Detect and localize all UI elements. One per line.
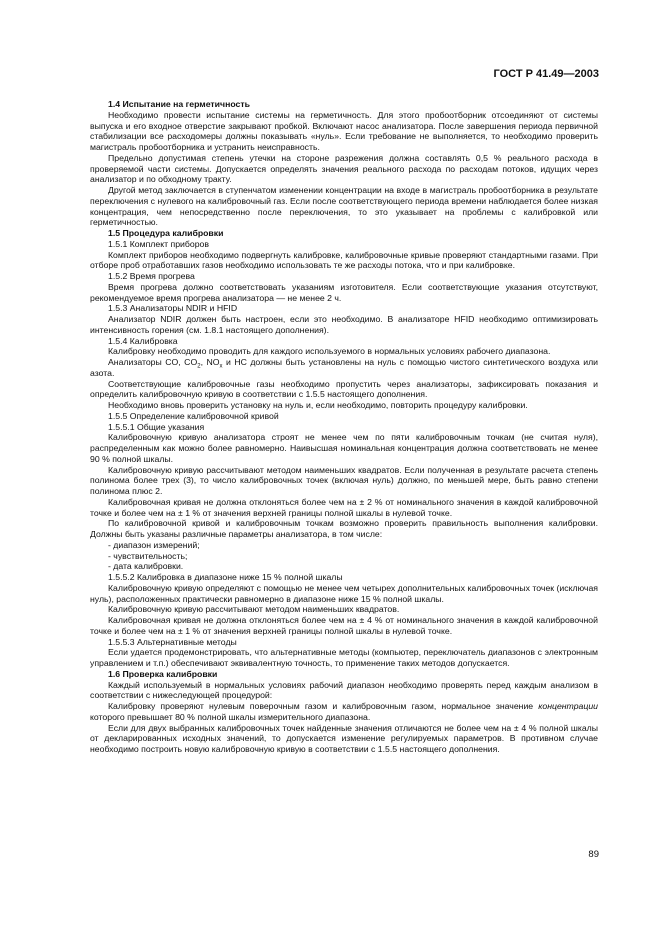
paragraph: 1.5.4 Калибровка [108,335,178,346]
paragraph: - диапазон измерений; [108,539,200,550]
paragraph: 1.5.5.1 Общие указания [108,421,205,432]
italic-term: концентрации [538,701,598,711]
paragraph-text: которого превышает 80 % полной шкалы измерительного диапазона. [90,711,371,722]
paragraph: Необходимо вновь проверить установку на нуль и, если необходимо, повторить процедуру калибровки. [108,400,528,410]
paragraph: Калибровочную кривую анализатора строят не менее чем по пяти калибровочным точкам (не считая нуля), распределенным как можно более равномерно. Наивысшая номинальная концентрация должна соответствовать не менее 90 % полной шкалы. [90,432,598,464]
paragraph: Калибровочную кривую рассчитывают методом наименьших квадратов. [108,604,400,615]
paragraph: 1.5.5.2 Калибровка в диапазоне ниже 15 % полной шкалы [108,572,343,582]
paragraph: Комплект приборов необходимо подвергнуть калибровке, калибровочные кривые проверяют стандартными газами. При отборе проб отработавших газов необходимо использовать те же расходы потока, что и при калибровке. [90,249,598,271]
paragraph: 1.5.5 Определение калибровочной кривой [108,410,279,421]
paragraph: Калибровочная кривая не должна отклоняться более чем на ± 2 % от номинального значения в каждой калибровочной точке и более чем на ± 1 % от значения верхней границы полной шкалы в нулевой точке. [90,496,598,518]
paragraph: 1.5.5.3 Альтернативные методы [108,636,237,647]
paragraph-text: Анализаторы CO, CO [108,357,198,367]
section-heading: 1.4 Испытание на герметичность [108,99,250,109]
paragraph-text: и HC должны быть установлены на нуль с помощью чистого синтетического воздуха или азота. [90,357,598,378]
paragraph: Время прогрева должно соответствовать указаниям изготовителя. Если соответствующие указания отсутствуют, рекомендуемое время прогрева анализатора — не менее 2 ч. [90,281,598,303]
paragraph: Соответствующие калибровочные газы необходимо пропустить через анализаторы, зафиксировать показания и определить калибровочную кривую в соответствии с 1.5.5 настоящего дополнения. [90,378,598,400]
paragraph: Если для двух выбранных калибровочных точек найденные значения отличаются не более чем на ± 4 % полной шкалы от декларированных исходных значений, то допускается изменение регулируемых параметров. В противном случае необходимо построить новую калибровочную кривую в соответствии с 1.5.5 настоящего дополнения. [90,722,598,754]
paragraph: Необходимо провести испытание системы на герметичность. Для этого пробоотборник отсоединяют от системы выпуска и его входное отверстие закрывают пробкой. Включают насос анализатора. После завершения периода первичной стабилизации все расходомеры должны показывать «нуль». Если требование не выполняется, то необходимо проверить магистраль пробоотборника и устранить неисправность. [90,109,598,152]
paragraph: - чувствительность; [108,550,188,561]
paragraph: Калибровочная кривая не должна отклоняться более чем на ± 4 % от номинального значения в каждой калибровочной точке и более чем на ± 1 % от значения верхней границы полной шкалы в нулевой точке. [90,615,598,636]
section-heading: 1.5 Процедура калибровки [108,228,224,238]
paragraph: Предельно допустимая степень утечки на стороне разрежения должна составлять 0,5 % реального расхода в проверяемой части системы. Допускается определять значения реального расхода по расходам потоков, идущих через анализатор и по обходному тракту. [90,152,598,185]
paragraph: - дата калибровки. [108,561,184,572]
paragraph [90,357,598,379]
paragraph: Калибровочную кривую определяют с помощью не менее чем четырех дополнительных калибровочных точек (исключая нуль), расположенных практически равномерно в диапазоне ниже 15 % полной шкалы. [90,582,598,604]
paragraph-text: , NO [200,357,220,367]
standard-header: ГОСТ Р 41.49—2003 [493,68,599,80]
section-heading: 1.6 Проверка калибровки [108,668,218,679]
paragraph [90,701,598,723]
paragraph: Если удается продемонстрировать, что альтернативные методы (компьютер, переключатель диапазонов с электронным управлением и т.п.) обеспечивают эквивалентную точность, то применение таких методов допускается. [90,647,598,668]
paragraph: 1.5.2 Время прогрева [108,271,195,281]
page-number: 89 [588,849,599,860]
paragraph: Анализатор NDIR должен быть настроен, если это необходимо. В анализаторе HFID необходимо оптимизировать интенсивность горения (см. 1.8.1 настоящего дополнения). [90,314,598,335]
paragraph-text: Калибровку проверяют нулевым поверочным газом и калибровочным газом, нормальное значение [108,701,539,711]
paragraph: Другой метод заключается в ступенчатом изменении концентрации на входе в магистраль пробоотборника в результате переключения с нулевого на калибровочный газ. Если после соответствующего периода времени наблюдается более низкая концентрация, чем непосредственно после переключения, то это указывает на проблемы с калибровкой или герметичностью. [90,185,598,228]
paragraph: Калибровочную кривую рассчитывают методом наименьших квадратов. Если полученная в результате расчета степень полинома более трех (3), то число калибровочных точек (включая нуль) должно, по меньшей мере, быть равно степени полинома плюс 2. [90,464,598,496]
paragraph: По калибровочной кривой и калибровочным точкам возможно проверить правильность выполнения калибровки. Должны быть указаны различные параметры анализатора, в том числе: [90,518,598,539]
paragraph: 1.5.3 Анализаторы NDIR и HFID [108,303,238,314]
paragraph: 1.5.1 Комплект приборов [108,238,209,249]
subscript: x [219,363,223,370]
document-body [90,99,598,755]
subscript: 2 [197,363,201,370]
paragraph: Калибровку необходимо проводить для каждого используемого в нормальных условиях рабочего диапазона. [108,346,551,357]
paragraph: Каждый используемый в нормальных условиях рабочий диапазон необходимо проверять перед каждым анализом в соответствии с нижеследующей процедурой: [90,679,598,701]
